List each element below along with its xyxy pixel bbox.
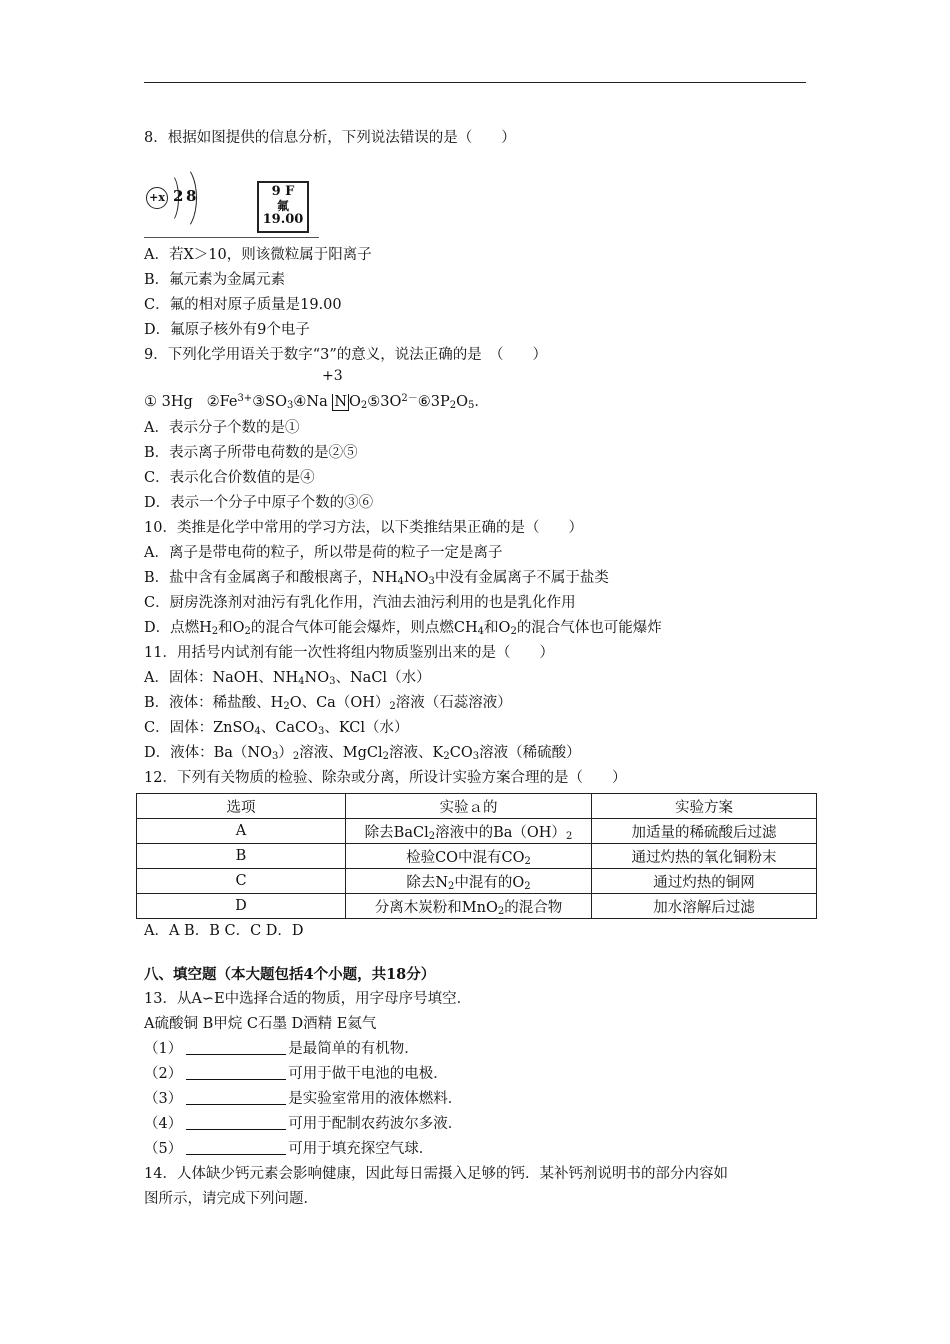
- q13-choices: A硫酸铜 B甲烷 C石墨 D酒精 E氦气: [144, 1016, 377, 1032]
- blank-number: （2）: [144, 1066, 183, 1082]
- blank-text: 是最简单的有机物．: [288, 1041, 419, 1057]
- q9-option: B．表示离子所带电荷数的是②⑤: [144, 445, 358, 461]
- oxidation-state: +3: [322, 368, 343, 384]
- shell2-electrons: 8: [186, 187, 197, 205]
- q11-option: B．液体：稀盐酸、$H_2O$、$Ca(OH)_2$溶液（石蕊溶液）: [144, 695, 512, 712]
- q9-formulas: [144, 368, 814, 416]
- table-cell: C: [137, 869, 346, 894]
- q8-option: D．氟原子核外有9个电子: [144, 322, 310, 338]
- q8-option: B．氟元素为金属元素: [144, 272, 286, 288]
- q8-stem: 8．根据如图提供的信息分析，下列说法错误的是（ ）: [144, 130, 516, 146]
- blank-number: （5）: [144, 1141, 183, 1157]
- q12-stem: 12．下列有关物质的检验、除杂或分离，所设计实验方案合理的是（ ）: [144, 770, 627, 786]
- table-row: [137, 819, 817, 844]
- table-cell: 通过灼热的氧化铜粉末: [592, 844, 817, 869]
- q11-option: C．固体：ZnSO$_4$、CaCO$_3$、KCl（水）: [144, 720, 409, 737]
- q8-figure: [144, 151, 814, 243]
- blank-number: （3）: [144, 1091, 183, 1107]
- answer-blank[interactable]: [186, 1065, 286, 1080]
- q10-option: C．厨房洗涤剂对油污有乳化作用，汽油去油污利用的也是乳化作用: [144, 595, 576, 611]
- q12-answers: A．A B．B C．C D．D: [144, 923, 304, 939]
- table-header: 实验ａ的: [346, 794, 592, 819]
- row-d-purpose: 分离木炭粉和MnO: [374, 899, 498, 916]
- q9-option: C．表示化合价数值的是④: [144, 470, 315, 486]
- q9-stem: 9．下列化学用语关于数字“3”的意义，说法正确的是 （ ）: [144, 347, 548, 363]
- table-cell: 检验CO中混有$CO_2$: [346, 844, 592, 869]
- blank-text: 可用于配制农药波尔多液．: [288, 1116, 463, 1132]
- table-row: [137, 894, 817, 919]
- table-cell: 通过灼热的铜网: [592, 869, 817, 894]
- q10-option: B．盐中含有金属离子和酸根离子，$NH_4NO_3$中没有金属离子不属于盐类: [144, 570, 609, 587]
- table-row: [137, 869, 817, 894]
- q10-option: D．点燃$H_2$和$O_2$的混合气体可能会爆炸，则点燃$CH_4$和$O_2$的混合气体也可能爆炸: [144, 620, 662, 637]
- q9-option: A．表示分子个数的是①: [144, 420, 300, 436]
- q10-stem: 10．类推是化学中常用的学习方法，以下类推结果正确的是（ ）: [144, 520, 583, 536]
- q13-stem: 13．从A∽E中选择合适的物质，用字母序号填空．: [144, 991, 472, 1007]
- table-cell: 加适量的稀硫酸后过滤: [592, 819, 817, 844]
- answer-blank[interactable]: [186, 1140, 286, 1155]
- table-cell: B: [137, 844, 346, 869]
- q14-stem: 14．人体缺少钙元素会影响健康，因此每日需摄入足够的钙．某补钙剂说明书的部分内容如: [144, 1166, 728, 1182]
- formula-list: ① 3Hg $②Fe^{3+}③SO_3④Na$ N $O_2⑤3O^{2-}⑥3P_2O_5$．: [144, 393, 489, 411]
- q14-stem-cont: 图所示，请完成下列问题．: [144, 1191, 318, 1207]
- table-cell: 加水溶解后过滤: [592, 894, 817, 919]
- q11-option: D．液体：$Ba(NO_3)_2$溶液、MgCl$_2$溶液、$K_2CO_3$溶液（稀硫酸）: [144, 745, 581, 762]
- answer-blank[interactable]: [186, 1040, 286, 1055]
- document-body: [144, 126, 814, 1212]
- table-cell: 除去BaCl$_2$溶液中的$Ba(OH)_2$: [346, 819, 592, 844]
- answer-blank[interactable]: [186, 1090, 286, 1105]
- element-tile: [257, 181, 309, 233]
- q11-option: A．固体：NaOH、$NH_4NO_3$、NaCl（水）: [144, 670, 431, 687]
- table-row: [137, 844, 817, 869]
- header-rule: [144, 82, 806, 83]
- shell1-electrons: 2: [173, 187, 184, 205]
- q10-option: A．离子是带电荷的粒子，所以带是荷的粒子一定是离子: [144, 545, 503, 561]
- nucleus: +x: [146, 187, 168, 209]
- section-title: 八、填空题（本大题包括4个小题，共18分）: [144, 966, 436, 983]
- blank-text: 是实验室常用的液体燃料．: [288, 1091, 463, 1107]
- table-cell: 除去$N_2$中混有的$O_2$: [346, 869, 592, 894]
- q8-option: A．若X＞10，则该微粒属于阳离子: [144, 247, 372, 263]
- fill-blank-item: [144, 1137, 814, 1162]
- answer-blank[interactable]: [186, 1115, 286, 1130]
- q11-stem: 11．用括号内试剂有能一次性将组内物质鉴别出来的是（ ）: [144, 645, 554, 661]
- fill-blank-item: [144, 1062, 814, 1087]
- fill-blank-item: [144, 1112, 814, 1137]
- blank-text: 可用于做干电池的电极．: [288, 1066, 448, 1082]
- experiment-table: [136, 793, 817, 919]
- blank-number: （4）: [144, 1116, 183, 1132]
- table-cell: A: [137, 819, 346, 844]
- fill-blank-item: [144, 1087, 814, 1112]
- table-cell: D: [137, 894, 346, 919]
- table-header-row: [137, 794, 817, 819]
- table-header: 选项: [137, 794, 346, 819]
- blank-text: 可用于填充探空气球．: [288, 1141, 434, 1157]
- atomic-number: 9: [271, 184, 281, 199]
- blank-number: （1）: [144, 1041, 183, 1057]
- table-header: 实验方案: [592, 794, 817, 819]
- fill-blank-item: [144, 1037, 814, 1062]
- atomic-mass: 19.00: [262, 212, 304, 227]
- q9-option: D．表示一个分子中原子个数的③⑥: [144, 495, 374, 511]
- q8-option: C．氟的相对原子质量是19.00: [144, 297, 342, 313]
- element-symbol: F: [285, 184, 295, 199]
- table-cell: 分离木炭粉和MnO$_2$的混合物: [346, 894, 592, 919]
- element-name: 氟: [276, 199, 289, 213]
